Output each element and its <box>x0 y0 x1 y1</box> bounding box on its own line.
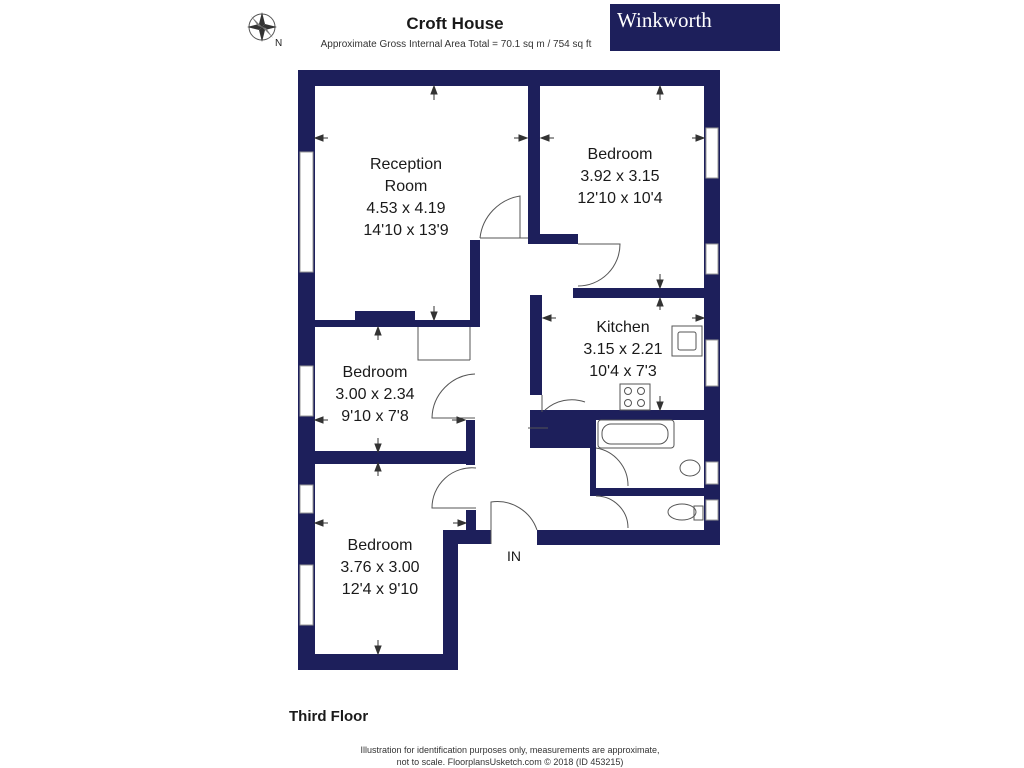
room-bedroom-1 <box>577 146 662 207</box>
wall-bath-west <box>590 440 596 495</box>
door-reception <box>480 196 528 238</box>
room-name-line2: Room <box>384 178 428 195</box>
door-wc <box>596 496 628 528</box>
window <box>706 462 718 484</box>
wall-kitchen-west <box>530 295 542 395</box>
wall-cupboard <box>530 418 590 448</box>
entrance-label: IN <box>507 548 521 564</box>
disclaimer-footer <box>300 744 720 768</box>
wall-bedroom2-east <box>466 420 475 465</box>
wall-hall-east-short <box>470 240 480 320</box>
wall-reception-bedroom <box>528 84 540 234</box>
door-wardrobe <box>418 327 470 360</box>
window <box>706 244 718 274</box>
disclaimer-line-1: Illustration for identification purposes only, measurements are approximate, <box>360 745 660 755</box>
room-metric: 3.00 x 2.34 <box>335 386 415 403</box>
compass-north-label: N <box>275 38 283 49</box>
window <box>300 366 313 416</box>
outer-wall-top <box>298 70 718 86</box>
kitchen-sink-icon <box>672 326 702 356</box>
hob-ring <box>638 388 645 395</box>
room-kitchen <box>583 319 662 380</box>
outer-wall-notch-vertical <box>443 530 458 670</box>
wall-bedroom-south-b <box>573 288 708 298</box>
area-subtitle: Approximate Gross Internal Area Total = 70.1 sq m / 754 sq ft <box>320 39 592 50</box>
wardrobe-block <box>355 311 415 325</box>
window <box>300 565 313 625</box>
kitchen-sink-bowl <box>678 332 696 350</box>
hob-icon <box>620 384 650 410</box>
hob-ring <box>638 400 645 407</box>
agency-logo: Winkworth <box>610 4 780 51</box>
disclaimer-line-2: not to scale. FloorplansUsketch.com © 2018 (ID 453215) <box>396 757 624 767</box>
room-reception <box>363 156 448 239</box>
room-name: Bedroom <box>347 537 413 554</box>
room-bedroom-3 <box>340 537 419 598</box>
basin-icon <box>680 460 700 476</box>
outer-wall-bottom-left <box>298 654 458 670</box>
door-bedroom2 <box>432 374 475 418</box>
window <box>706 128 718 178</box>
bathtub-inner <box>602 424 668 444</box>
room-name: Bedroom <box>342 364 408 381</box>
wall-bedroom3-north <box>313 459 475 464</box>
toilet-icon <box>668 504 696 520</box>
room-imperial: 14'10 x 13'9 <box>363 222 449 239</box>
room-imperial: 9'10 x 7'8 <box>341 408 409 425</box>
window <box>300 485 313 513</box>
room-imperial: 12'10 x 10'4 <box>577 190 663 207</box>
room-bedroom-2 <box>335 364 414 425</box>
room-imperial: 10'4 x 7'3 <box>589 363 657 380</box>
room-imperial: 12'4 x 9'10 <box>341 581 419 598</box>
room-metric: 3.76 x 3.00 <box>340 559 420 576</box>
room-metric: 4.53 x 4.19 <box>366 200 446 217</box>
room-name: Kitchen <box>596 319 650 336</box>
toilet-cistern <box>694 506 703 520</box>
wall-bedroom3-east <box>466 510 476 532</box>
property-title: Croft House <box>406 14 504 33</box>
window <box>300 152 313 272</box>
wall-wc-divider <box>590 488 708 496</box>
room-name: Bedroom <box>587 146 653 163</box>
outer-wall-notch-horizontal <box>443 530 491 544</box>
floor-label: Third Floor <box>289 708 369 725</box>
door-bedroom3 <box>432 468 476 508</box>
door-kitchen <box>542 395 585 412</box>
wall-bedroom-south-a <box>528 234 578 244</box>
room-name: Reception <box>369 156 443 173</box>
door-bathroom <box>596 448 628 486</box>
room-metric: 3.92 x 3.15 <box>580 168 660 185</box>
door-bedroom1 <box>578 244 620 286</box>
room-metric: 3.15 x 2.21 <box>583 341 663 358</box>
door-entrance <box>491 502 537 544</box>
outer-wall-bottom-right <box>537 530 720 545</box>
hob-ring <box>625 400 632 407</box>
window <box>706 500 718 520</box>
window <box>706 340 718 386</box>
hob-ring <box>625 388 632 395</box>
